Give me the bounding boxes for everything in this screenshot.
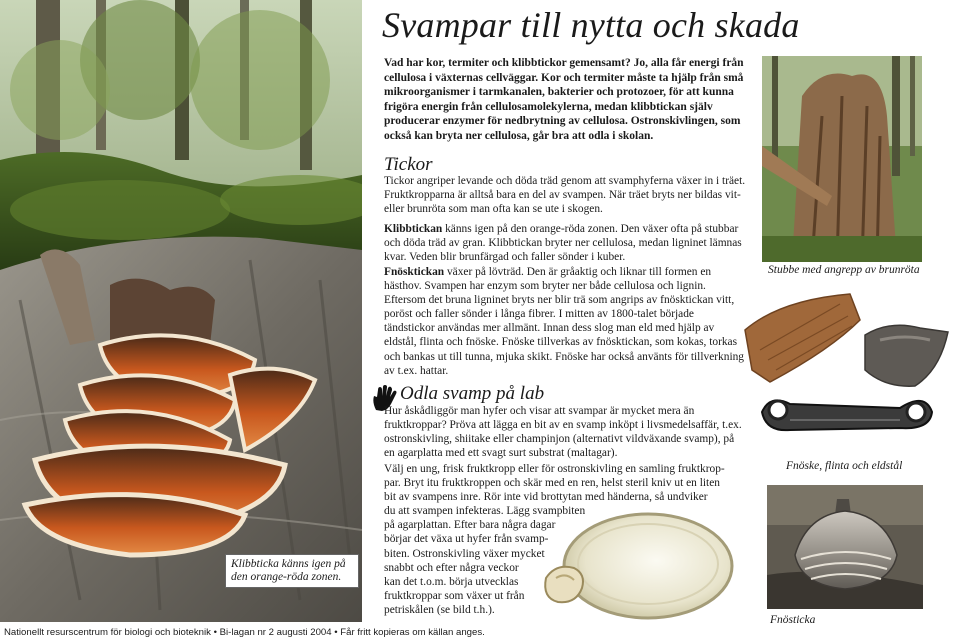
footer: Nationellt resurscentrum för biologi och bioteknik • Bi-lagan nr 2 augusti 2004 • Får fritt kopieras om källan anges. <box>4 627 485 638</box>
fnoskticka-photo <box>767 485 923 609</box>
fnoskticka-term: Fnösktickan <box>384 266 445 278</box>
tickor-intro: Tickor angriper levande och döda träd genom att svamphyferna växer in i träet. Fruktkropparna är alltså bara en del av svampen. När träet bryts ner bildas vit- eller brunröta som man ofta kan se ute i skogen. <box>384 175 746 216</box>
fnoskticka-paragraph <box>384 265 746 378</box>
lab-line: fruktkroppar som växer ut från <box>384 589 525 602</box>
page-title: Svampar till nytta och skada <box>382 5 800 45</box>
petri-dish-photo <box>536 508 736 628</box>
lab-line: bit av svampens inre. Rör inte vid brottytan med händerna, så undviker <box>384 491 708 504</box>
fnoskticka-text: växer på lövträd. Den är gråaktig och liknar till formen en hästhov. Svampen har enzym som bryter ner både cellulosa och lignin. Eftersom det bruna ligninet bryts ner blir trä som angrips av fnösktickan vitt, poröst och faller sönder i långa fibrer. I mitten av 1800-talet började tändstickor användas mer allmänt. Innan dess slog man eld med hjälp av eldstål, flinta och fnöske. Fnöske tillverkas av fnösktickan, som kokas, torkas och bankas ut till tunna, mjuka skikt. Fnöske har också använts för tillverkning av t.ex. hattar. <box>384 266 745 377</box>
lab-line: Välj en ung, frisk fruktkropp eller för ostronskivling en samling fruktkrop- <box>384 463 725 475</box>
tinder-flint-steel-photo <box>740 290 955 455</box>
lab-paragraph-1: Hur åskådliggör man hyfer och visar att svampar är mycket mera än fruktkroppar? Pröva att lägga en bit av en svamp inköpt i livsmedelsaffär, t.ex. ostronskivling, shiitake eller champinjon (alternativt vildväxande svamp), på en agarplatta med ett svagt surt substrat (maltagar). <box>384 405 742 460</box>
lab-line: petriskålen (se bild t.h.). <box>384 603 495 616</box>
lab-line: kan det t.o.m. börja utvecklas <box>384 575 519 588</box>
lab-line: börjar det växa ut hyfer från svamp- <box>384 533 549 546</box>
lab-line: du att svampen infekteras. Lägg svampbiten <box>384 505 586 518</box>
klibbticka-term: Klibbtickan <box>384 223 443 235</box>
lab-line: snabbt och efter några veckor <box>384 561 519 574</box>
klibbticka-photo <box>0 0 362 622</box>
lab-line: par. Bryt itu fruktkroppen och skär med en ren, helst steril kniv ut en liten <box>384 477 720 490</box>
fnoskticka-caption: Fnösticka <box>770 614 816 626</box>
tickor-heading: Tickor <box>384 154 433 175</box>
intro-paragraph: Vad har kor, termiter och klibbtickor gemensamt? Jo, alla får energi från cellulosa i växternas cellväggar. Kor och termiter måste ta hjälp från små mikroorganismer i tarmkanalen, bakterier och protozoer, för att kunna frigöra energin från cellulosamolekylerna, medan klibbtickan själv producerar enzymer för nedbrytning av cellulosa. Ostronskivlingen, som också kan bryta ner cellulosa, går bra att odla i skolan. <box>384 57 744 142</box>
stump-photo <box>762 56 922 262</box>
klibbticka-text: känns igen på den orange-röda zonen. Den växer ofta på stubbar och döda träd av gran. Klibbtickan bryter ner cellulosa, medan ligninet lämnas kvar. Veden blir brunfärgad och faller sönder i kuber. <box>384 223 742 264</box>
lab-heading: Odla svamp på lab <box>400 383 545 404</box>
klibbticka-paragraph <box>384 222 746 264</box>
lab-line: biten. Ostronskivling växer mycket <box>384 547 545 560</box>
tinder-caption: Fnöske, flinta och eldstål <box>786 460 903 472</box>
stump-caption: Stubbe med angrepp av brunröta <box>768 264 920 276</box>
main-photo-caption: Klibbticka känns igen på den orange-röda zonen. <box>225 554 359 588</box>
lab-line: på agarplattan. Efter bara några dagar <box>384 519 556 532</box>
